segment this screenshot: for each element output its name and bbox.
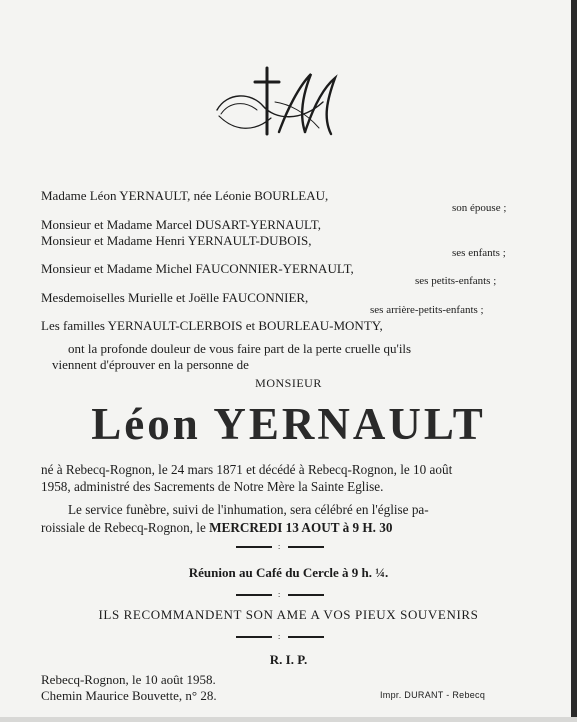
separator-3: : (236, 634, 324, 640)
meeting-line: Réunion au Café du Cercle à 9 h. ¼. (188, 565, 389, 580)
footer-place-date: Rebecq-Rognon, le 10 août 1958. (41, 672, 216, 687)
family-line-3: Monsieur et Madame Henri YERNAULT-DUBOIS, (41, 233, 312, 248)
service-datetime: MERCREDI 13 AOUT à 9 H. 30 (209, 520, 393, 535)
role-grandchildren: ses petits-enfants ; (415, 275, 497, 287)
scan-edge-bottom (0, 717, 577, 722)
family-line-6: Les familles YERNAULT-CLERBOIS et BOURLEAU-MONTY, (41, 318, 383, 333)
bio-line-1: né à Rebecq-Rognon, le 24 mars 1871 et décédé à Rebecq-Rognon, le 10 août (41, 462, 453, 477)
announcement-line-2: viennent d'éprouver en la personne de (52, 357, 249, 372)
family-line-1: Madame Léon YERNAULT, née Léonie BOURLEAU, (41, 188, 329, 203)
family-line-4: Monsieur et Madame Michel FAUCONNIER-YERNAULT, (41, 261, 354, 276)
role-children: ses enfants ; (452, 247, 506, 259)
cross-monogram-icon (205, 62, 345, 144)
service-line-1: Le service funèbre, suivi de l'inhumation, sera célébré en l'église pa- (68, 502, 429, 517)
honorific: MONSIEUR (255, 376, 322, 390)
family-line-2: Monsieur et Madame Marcel DUSART-YERNAULT, (41, 217, 322, 232)
service-line-2-text: roissiale de Rebecq-Rognon, le (41, 520, 210, 535)
separator-2: : (236, 592, 324, 598)
printer-credit: Impr. DURANT - Rebecq (380, 690, 486, 700)
announcement-line-1: ont la profonde douleur de vous faire part de la perte cruelle qu'ils (68, 341, 412, 356)
role-great-grandchildren: ses arrière-petits-enfants ; (370, 304, 484, 316)
recommend-line: ILS RECOMMANDENT SON AME A VOS PIEUX SOUVENIRS (98, 607, 479, 622)
bio-line-2: 1958, administré des Sacrements de Notre Mère la Sainte Eglise. (41, 479, 384, 494)
rip-line: R. I. P. (269, 652, 308, 667)
role-spouse: son épouse ; (452, 202, 507, 214)
service-line-2 (41, 520, 392, 536)
separator-1: : (236, 544, 324, 550)
deceased-name: Léon YERNAULT (91, 399, 486, 449)
family-line-5: Mesdemoiselles Murielle et Joëlle FAUCONNIER, (41, 290, 309, 305)
footer-address: Chemin Maurice Bouvette, n° 28. (41, 688, 217, 703)
